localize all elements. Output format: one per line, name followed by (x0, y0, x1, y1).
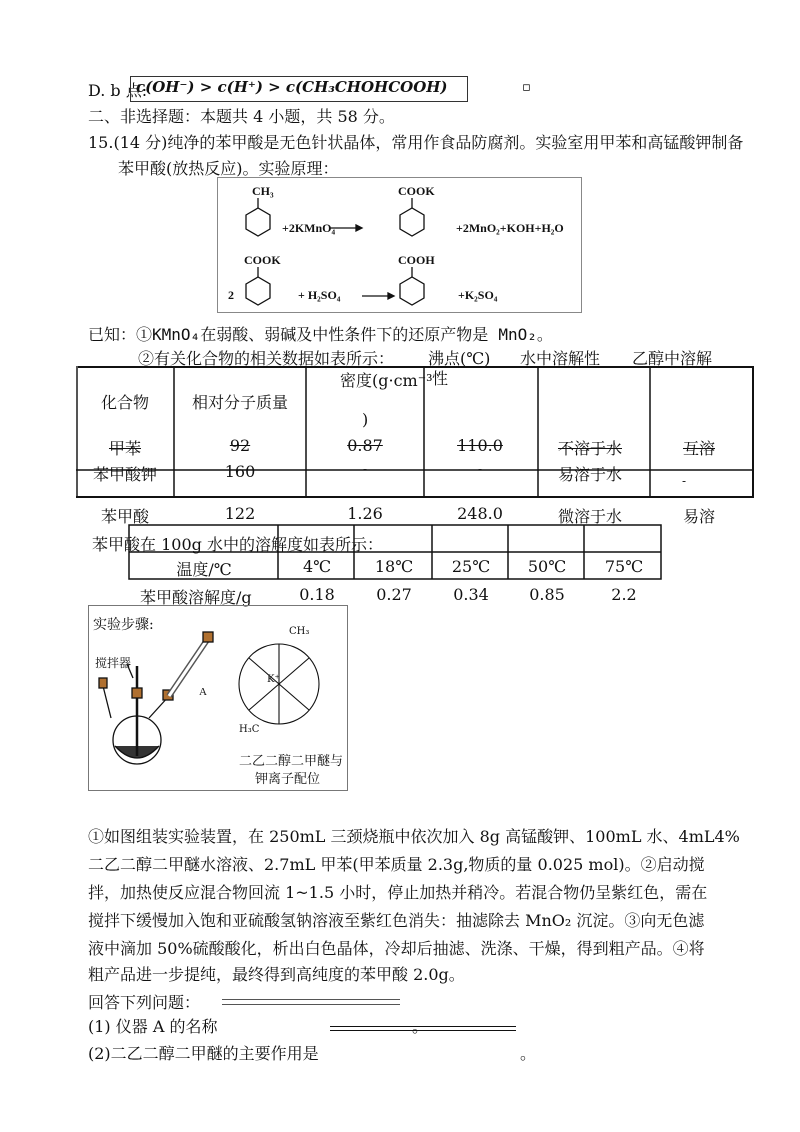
apparatus-figure (88, 605, 348, 791)
t1-r2-c1: 苯甲酸钾 (92, 465, 157, 484)
r1-plus: +2KMnO₄ (282, 221, 336, 235)
t2-r1-c1: 温度/℃ (176, 560, 232, 579)
r2-top: COOK (244, 253, 281, 267)
t1-header-compound: 化合物 (100, 393, 149, 412)
step-line-6: 粗产品进一步提纯，最终得到高纯度的苯甲酸 2.0g。 (88, 965, 465, 984)
t1-r3-c4: 248.0 (457, 504, 503, 523)
t1-r2-c4: - (477, 462, 483, 476)
t1-r1-c4: 110.0 (457, 436, 503, 455)
r1-product-top: COOK (398, 184, 435, 198)
t2-r2-c5: 0.85 (529, 585, 565, 604)
section-heading: 二、非选择题：本题共 4 小题，共 58 分。 (88, 107, 395, 126)
t1-r3-c3: 1.26 (347, 504, 383, 523)
ch3-top: CH₃ (289, 626, 310, 637)
t1-r2-c6: - (681, 474, 687, 488)
option-d-label: D. b 点: (88, 81, 148, 100)
answer-intro: 回答下列问题： (88, 993, 201, 1012)
known2: ②有关化合物的相关数据如表所示： (138, 349, 395, 368)
t2-r1-c5: 50℃ (527, 557, 567, 576)
t2-r1-c3: 18℃ (374, 557, 414, 576)
r2-rest: +K₂SO₄ (458, 288, 498, 302)
t2-r1-c2: 4℃ (302, 557, 332, 576)
label-a: A (199, 686, 207, 698)
t1-r3-c1: 苯甲酸 (100, 507, 149, 526)
t1-r2-c5: 易溶于水 (557, 465, 622, 484)
stirrer-label: 搅拌器 (95, 656, 132, 670)
header-water-solubility: 水中溶解性 (520, 349, 601, 368)
step-line-3: 拌，加热使反应混合物回流 1~1.5 小时，停止加热并稍冷。若混合物仍呈紫红色，需在 (88, 883, 708, 902)
figure-caption-2: 钾离子配位 (255, 772, 321, 787)
t2-r2-c4: 0.34 (453, 585, 489, 604)
known1: 已知：①KMnO₄在弱酸、弱碱及中性条件下的还原产物是 MnO₂。 (88, 325, 553, 344)
figure-title: 实验步骤: (93, 617, 154, 633)
option-d-formula: c(OH⁻) > c(H⁺) > c(CH₃CHOHCOOH) (136, 78, 448, 96)
decor-line (222, 999, 400, 1005)
h3c-bottom: H₃C (239, 724, 260, 735)
q15-line1: 15.(14 分)纯净的苯甲酸是无色针状晶体，常用作食品防腐剂。实验室用甲苯和高锰酸钾制备 (88, 133, 744, 152)
q2-answer-blank[interactable] (332, 1058, 520, 1059)
q2-end: 。 (520, 1044, 537, 1063)
step-line-1: ①如图组装实验装置，在 250mL 三颈烧瓶中依次加入 8g 高锰酸钾、100mL 水、4mL4% (88, 827, 740, 846)
t1-header-ethanol-cont: 性 (432, 369, 449, 388)
potassium-ion: K⁺ (267, 674, 280, 685)
t1-header-density: 密度(g·cm⁻³ (340, 371, 433, 390)
r2-coef: 2 (228, 288, 234, 302)
t1-r3-c6: 易溶 (682, 507, 715, 526)
t1-r3-c2: 122 (224, 504, 256, 523)
header-ethanol-solubility: 乙醇中溶解 (632, 349, 713, 368)
r1-rest: +2MnO₂+KOH+H₂O (456, 221, 564, 235)
t1-r1-c5: 不溶于水 (557, 439, 622, 458)
t1-r2-c3: - (362, 462, 368, 476)
t2-r1-c4: 25℃ (451, 557, 491, 576)
t2-r2-c1: 苯甲酸溶解度/g (140, 588, 252, 607)
t2-r1-c6: 75℃ (604, 557, 644, 576)
reaction-scheme (217, 177, 582, 313)
t1-r1-c6: 互溶 (682, 439, 715, 458)
t1-r1-c2: 92 (229, 436, 251, 455)
t2-r2-c6: 2.2 (611, 585, 637, 604)
option-d-mark: ▫ (522, 80, 531, 95)
figure-caption-1: 二乙二醇二甲醚与 (239, 754, 344, 769)
t2-r2-c2: 0.18 (299, 585, 335, 604)
q1-end: 。 (412, 1017, 429, 1036)
header-boiling-point: 沸点(℃) (428, 349, 491, 368)
t1-r2-c2: 160 (224, 462, 256, 481)
t1-r1-c3: 0.87 (347, 436, 383, 455)
t1-header-mass: 相对分子质量 (191, 393, 288, 412)
step-line-5: 液中滴加 50%硫酸酸化，析出白色晶体，冷却后抽滤、洗涤、干燥，得到粗产品。④将 (88, 939, 705, 958)
step-line-2: 二乙二醇二甲醚水溶液、2.7mL 甲苯(甲苯质量 2.3g,物质的量 0.025 mol)。②启动搅 (88, 855, 705, 874)
t2-r2-c3: 0.27 (376, 585, 412, 604)
r2-product-top: COOH (398, 253, 435, 267)
r1-top: CH₃ (252, 184, 274, 198)
q15-line2: 苯甲酸(放热反应)。实验原理： (118, 159, 339, 178)
table2-caption: 苯甲酸在 100g 水中的溶解度如表所示： (92, 535, 383, 554)
step-line-4: 搅拌下缓慢加入饱和亚硫酸氢钠溶液至紫红色消失：抽滤除去 MnO₂ 沉淀。③向无色滤 (88, 911, 705, 930)
q2-text: (2)二乙二醇二甲醚的主要作用是 (88, 1044, 319, 1063)
r2-plus: + H₂SO₄ (298, 288, 341, 302)
q1-text: (1) 仪器 A 的名称 (88, 1017, 218, 1036)
t1-header-density-close: ) (362, 410, 369, 429)
t1-r1-c1: 甲苯 (108, 439, 141, 458)
t1-r3-c5: 微溶于水 (557, 507, 622, 526)
